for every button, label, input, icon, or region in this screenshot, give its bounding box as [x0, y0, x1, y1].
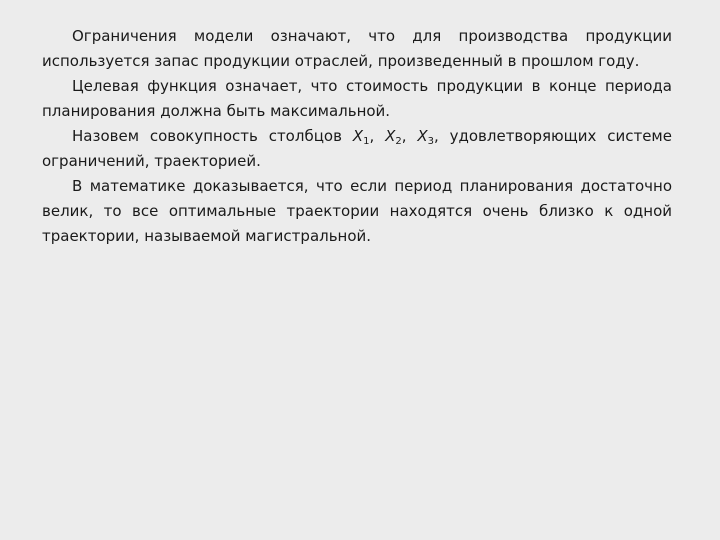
paragraph-objective-function: Целевая функция означает, что стоимость продукции в конце периода планирования должна быть максимальной. [42, 77, 672, 120]
trajectory-text-end: , удовлетворяющих системе ограничений, траекторией. [42, 127, 672, 170]
paragraph-model-constraints: Ограничения модели означают, что для производства продукции используется запас продукции отраслей, произведенный в прошлом году. [42, 27, 672, 70]
column-subscript-1: 1 [363, 136, 370, 147]
trajectory-text-start: Назовем совокупность столбцов [72, 127, 353, 145]
column-separator-2: , [401, 127, 418, 145]
column-variable-x1: X [352, 127, 364, 145]
column-variable-x2: X [385, 127, 396, 145]
paragraph-trajectory-definition [42, 124, 672, 174]
column-separator-1: , [369, 127, 386, 145]
column-subscript-3: 3 [427, 136, 434, 147]
column-variable-x3: X [417, 127, 428, 145]
column-subscript-2: 2 [395, 136, 402, 147]
paragraph-turnpike-theorem: В математике доказывается, что если период планирования достаточно велик, то все оптимальные траектории находятся очень близко к одной траектории, называемой магистральной. [42, 177, 672, 245]
